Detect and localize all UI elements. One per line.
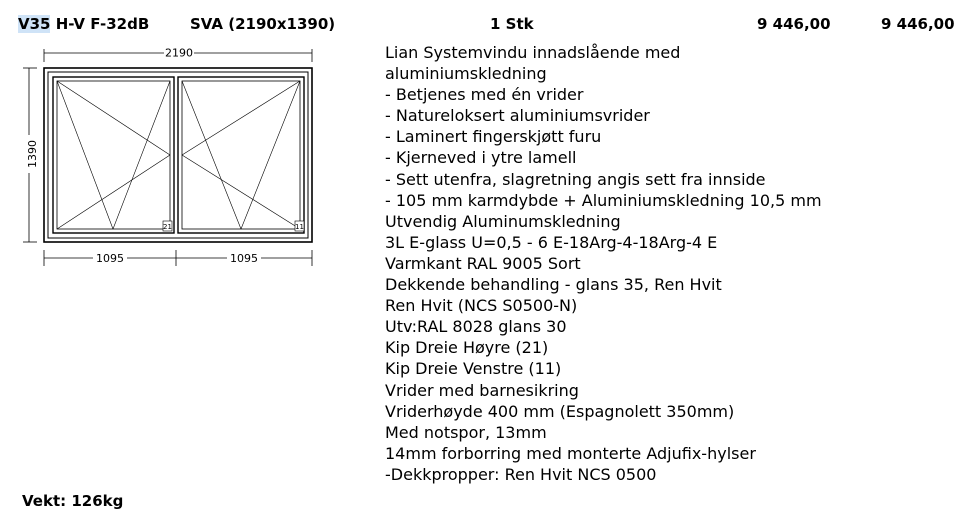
window-drawing bbox=[15, 40, 320, 270]
item-unit-price: 9 446,00 bbox=[757, 15, 831, 33]
description-line: Ren Hvit (NCS S0500-N) bbox=[385, 296, 578, 316]
description-line: - Sett utenfra, slagretning angis sett fra innside bbox=[385, 169, 766, 189]
description-line: Vriderhøyde 400 mm (Espagnolett 350mm) bbox=[385, 401, 735, 421]
left-sash-width-label: 1095 bbox=[96, 252, 124, 265]
description-line: Med notspor, 13mm bbox=[385, 422, 547, 442]
description-line: - Natureloksert aluminiumsvrider bbox=[385, 106, 650, 126]
item-code-line bbox=[18, 15, 149, 33]
height-label: 1390 bbox=[26, 140, 39, 168]
description-line: Utv:RAL 8028 glans 30 bbox=[385, 317, 567, 337]
sash-width-dimension bbox=[44, 250, 312, 266]
description-line: - Betjenes med én vrider bbox=[385, 85, 584, 105]
description-line: - Laminert fingerskjøtt furu bbox=[385, 127, 602, 147]
description-line: Vrider med barnesikring bbox=[385, 380, 579, 400]
item-type: H-V F-32dB bbox=[55, 15, 150, 33]
item-total-price: 9 446,00 bbox=[881, 15, 955, 33]
description bbox=[385, 42, 822, 485]
description-line: aluminiumskledning bbox=[385, 64, 547, 84]
description-line: 14mm forborring med monterte Adjufix-hylser bbox=[385, 443, 756, 463]
item-quantity: 1 Stk bbox=[490, 15, 534, 33]
right-sash-width-label: 1095 bbox=[230, 252, 258, 265]
description-line: Utvendig Aluminumskledning bbox=[385, 211, 621, 231]
description-line: 3L E-glass U=0,5 - 6 E-18Arg-4-18Arg-4 E bbox=[385, 232, 718, 252]
right-sash-marker: 11 bbox=[295, 223, 304, 231]
item-model: SVA (2190x1390) bbox=[190, 15, 336, 33]
item-code: V35 bbox=[18, 15, 51, 33]
description-line: - 105 mm karmdybde + Aluminiumskledning 10,5 mm bbox=[385, 190, 822, 210]
description-line: Kip Dreie Venstre (11) bbox=[385, 359, 562, 379]
width-label: 2190 bbox=[165, 46, 193, 60]
description-line: Varmkant RAL 9005 Sort bbox=[385, 253, 581, 273]
description-line: Kip Dreie Høyre (21) bbox=[385, 338, 549, 358]
right-sash bbox=[178, 77, 304, 233]
description-line: Lian Systemvindu innadslående med bbox=[385, 43, 681, 62]
left-sash bbox=[53, 77, 174, 233]
description-line: - Kjerneved i ytre lamell bbox=[385, 148, 577, 168]
left-sash-marker: 21 bbox=[163, 223, 172, 231]
description-line: -Dekkpropper: Ren Hvit NCS 0500 bbox=[385, 464, 657, 484]
weight: Vekt: 126kg bbox=[22, 492, 124, 510]
description-line: Dekkende behandling - glans 35, Ren Hvit bbox=[385, 275, 722, 295]
